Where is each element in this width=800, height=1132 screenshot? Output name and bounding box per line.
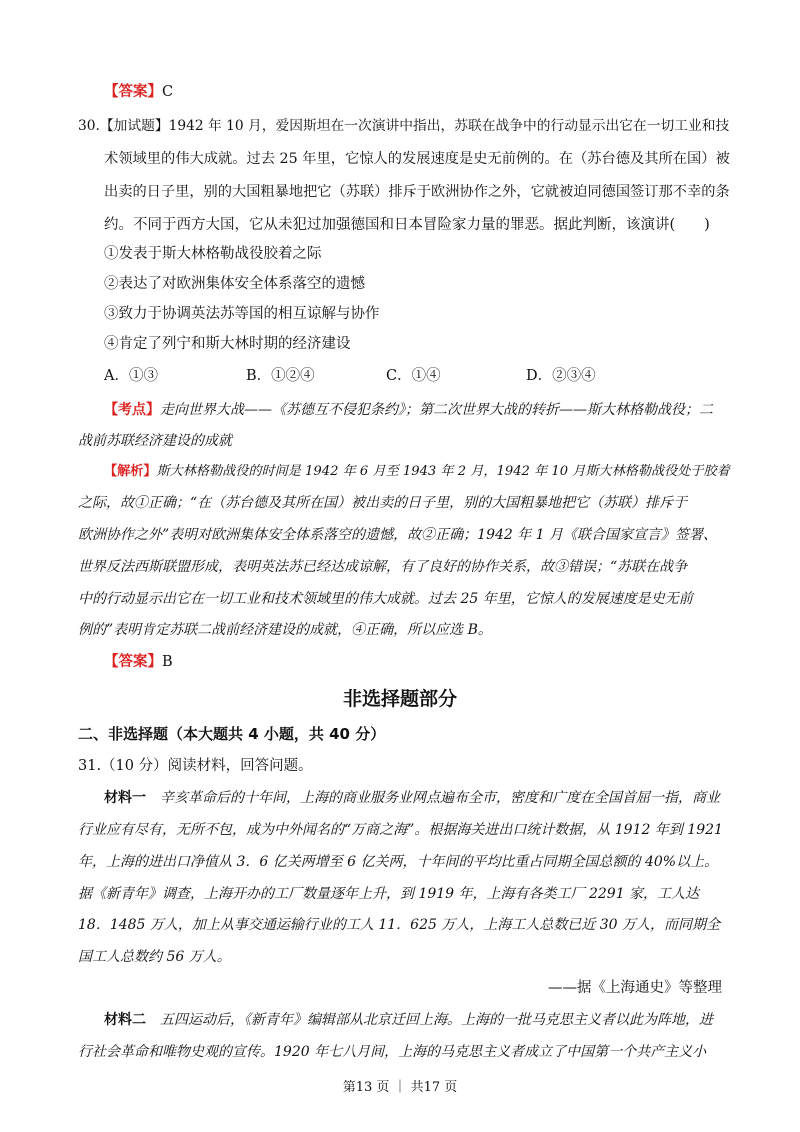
jiexi-text-1: 斯大林格勒战役的时间是 1942 年 6 月至 1943 年 2 月，1942 年 10 月斯大林格勒战役处于胶着: [156, 464, 730, 479]
answer-tag: 【答案】: [104, 653, 162, 670]
q31-m1-line-6: 国工人总数约 56 万人。: [78, 949, 231, 965]
q30-jiexi-5: 中的行动显示出它在一切工业和技术领域里的伟大成就。过去 25 年里，它惊人的发展速度是史无前: [78, 591, 693, 607]
answer-value: C: [162, 84, 174, 100]
q30-line-3: 出卖的日子里，别的大国粗暴地把它（苏联）排斥于欧洲协作之外，它就被迫同德国签订那不幸的条: [104, 184, 730, 200]
q31-m1-line-4: 据《新青年》调查，上海开办的工厂数量逐年上升，到 1919 年，上海有各类工厂 2291 家，工人达: [78, 886, 700, 902]
q30-option-c: C．①④: [386, 368, 441, 384]
q30-kaodian-1: [104, 400, 713, 420]
q31-m1-line-3: 年，上海的进出口净值从 3．6 亿关两增至 6 亿关两，十年间的平均比重占同期全国总额的 40%以上。: [78, 854, 719, 870]
q30-jiexi-3: 欧洲协作之外”表明对欧洲集体安全体系落空的遗憾，故②正确；1942 年 1 月《联合国家宣言》签署、: [78, 527, 718, 543]
m1-text-1: 辛亥革命后的十年间，上海的商业服务业网点遍布全市，密度和广度在全国首屈一指，商业: [160, 790, 720, 806]
q30-option-b: B．①②④: [246, 368, 315, 384]
q30-line-1: [78, 116, 729, 136]
q31-intro: 31.（10 分）阅读材料，回答问题。: [78, 758, 313, 774]
answer-tag: 【答案】: [104, 83, 162, 100]
q31-m1-line-2: 行业应有尽有，无所不包，成为中外闻名的“万商之海”。根据海关进出口统计数据，从 1912 年到 1921: [78, 822, 723, 838]
jiexi-tag: 【解析】: [104, 464, 157, 479]
q31-m2-line-2: 行社会革命和唯物史观的宣传。1920 年七八月间，上海的马克思主义者成立了中国第一个共产主义小: [78, 1044, 707, 1060]
q30-statement-2: ②表达了对欧洲集体安全体系落空的遗憾: [104, 276, 365, 292]
q31-m1-line-1: [104, 788, 720, 808]
section-heading: 二、非选择题（本大题共 4 小题，共 40 分）: [78, 725, 386, 743]
answer-value: B: [162, 654, 173, 670]
q30-tag: 【加试题】: [99, 118, 169, 134]
kaodian-tag: 【考点】: [104, 402, 160, 418]
q30-number: 30.: [78, 118, 100, 134]
q30-jiexi-2: 之际，故①正确；“在（苏台德及其所在国）被出卖的日子里，别的大国粗暴地把它（苏联）排斥于: [78, 495, 688, 511]
page-footer: 第13 页 ｜ 共17 页: [342, 1080, 458, 1095]
q31-m1-line-5: 18．1485 万人，加上从事交通运输行业的工人 11．625 万人，上海工人总数已近 30 万人，而同期全: [78, 917, 721, 933]
q30-option-d: D．②③④: [526, 368, 596, 384]
q31-m1-source: ——据《上海通史》等整理: [548, 980, 722, 996]
kaodian-text-1: 走向世界大战——《苏德互不侵犯条约》；第二次世界大战的转折——斯大林格勒战役；二: [160, 402, 713, 418]
answer-29: [104, 82, 173, 102]
q30-statement-4: ④肯定了列宁和斯大林时期的经济建设: [104, 336, 351, 352]
material-1-label: 材料一: [104, 790, 146, 806]
q30-line-4: 约。不同于西方大国，它从未犯过加强德国和日本冒险家力量的罪恶。据此判断，该演讲( ): [104, 217, 710, 233]
material-2-label: 材料二: [104, 1012, 146, 1028]
q30-text-1: 1942 年 10 月，爱因斯坦在一次演讲中指出，苏联在战争中的行动显示出它在一切工业和技: [168, 118, 730, 134]
q30-jiexi-6: 例的”表明肯定苏联二战前经济建设的成就，④正确，所以应选 B。: [78, 622, 492, 638]
q30-line-2: 术领域里的伟大成就。过去 25 年里，它惊人的发展速度是史无前例的。在（苏台德及其所在国）被: [104, 151, 730, 167]
q30-statement-3: ③致力于协调英法苏等国的相互谅解与协作: [104, 306, 380, 322]
q31-m2-line-1: [104, 1010, 713, 1030]
q30-kaodian-2: 战前苏联经济建设的成就: [78, 433, 232, 449]
q30-jiexi-4: 世界反法西斯联盟形成，表明英法苏已经达成谅解，有了良好的协作关系，故③错误；“苏联在战争: [78, 559, 688, 575]
answer-30: [104, 652, 173, 672]
q30-jiexi-1: [104, 462, 730, 482]
m2-text-1: 五四运动后，《新青年》编辑部从北京迁回上海。上海的一批马克思主义者以此为阵地，进: [160, 1012, 713, 1028]
q30-statement-1: ①发表于斯大林格勒战役胶着之际: [104, 246, 322, 262]
section-title: 非选择题部分: [342, 688, 457, 710]
q30-option-a: A．①③: [104, 368, 158, 384]
